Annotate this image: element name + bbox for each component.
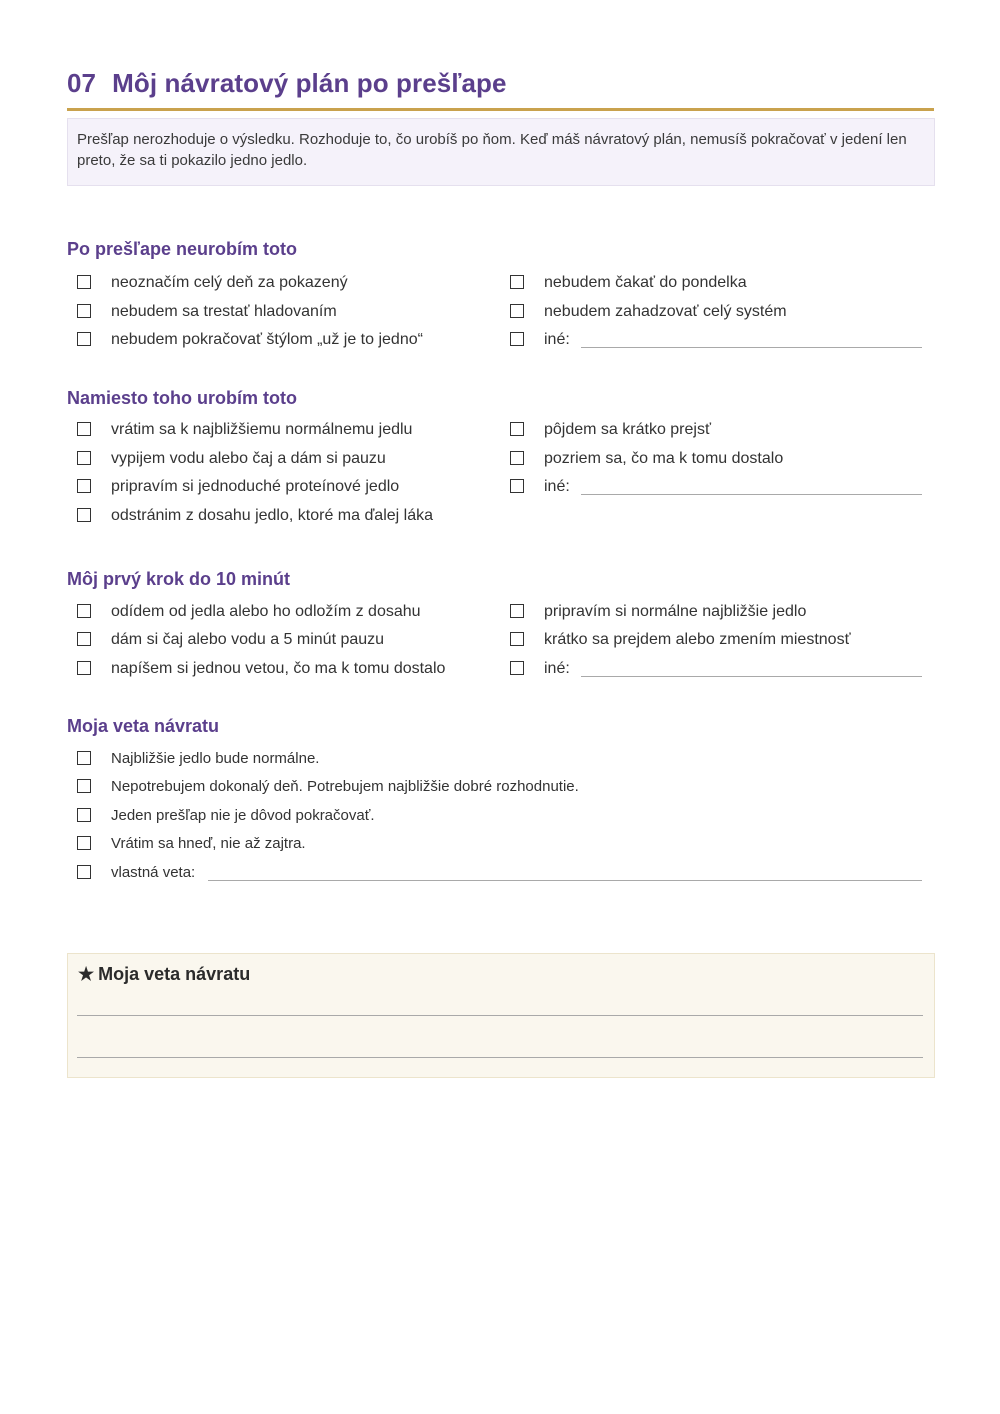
checkbox[interactable] [77,304,91,318]
section-heading-sentence: Moja veta návratu [67,716,220,736]
write-in-line[interactable] [208,880,922,881]
write-in-line[interactable] [77,1015,923,1016]
checkbox-label: Najbližšie jedlo bude normálne. [111,750,320,767]
page-title [67,68,507,99]
checkbox-item[interactable] [510,603,806,621]
checkbox[interactable] [77,451,91,465]
checkbox[interactable] [77,779,91,793]
checkbox[interactable] [77,632,91,646]
title-row [67,66,934,111]
checkbox[interactable] [510,275,524,289]
checkbox-item[interactable] [77,835,306,852]
checkbox-item[interactable] [77,331,423,349]
checkbox-item[interactable] [77,631,384,649]
checkbox-item[interactable] [77,603,421,621]
checkbox[interactable] [77,751,91,765]
checkbox-label: nebudem zahadzovať celý systém [544,303,787,320]
checkbox[interactable] [510,451,524,465]
checkbox[interactable] [77,661,91,675]
checkbox-label: odídem od jedla alebo ho odložím z dosahu [111,603,421,620]
checkbox-label: vlastná veta: [111,864,196,881]
checkbox-item[interactable] [77,303,337,321]
return-box-title [78,964,250,985]
return-box-title-text: Moja veta návratu [98,964,251,984]
checkbox-label: nebudem čakať do pondelka [544,274,747,291]
checkbox-item[interactable] [510,421,711,439]
checkbox-item[interactable] [510,303,787,321]
checkbox[interactable] [77,479,91,493]
section-heading-instead: Namiesto toho urobím toto [67,388,297,408]
title-text: Môj návratový plán po prešľape [112,68,507,98]
checkbox-item[interactable] [510,274,747,292]
checkbox-item[interactable] [77,750,319,767]
checkbox[interactable] [510,661,524,675]
checkbox-label: iné: [544,331,570,348]
checkbox-label: iné: [544,478,570,495]
checkbox-label: vrátim sa k najbližšiemu normálnemu jedlu [111,421,413,438]
checkbox[interactable] [77,808,91,822]
checkbox[interactable] [510,479,524,493]
checkbox[interactable] [510,332,524,346]
checkbox-label: nebudem sa trestať hladovaním [111,303,337,320]
write-in-line[interactable] [581,347,922,348]
section-number: 07 [67,68,97,98]
checkbox-label: Nepotrebujem dokonalý deň. Potrebujem najbližšie dobré rozhodnutie. [111,778,579,795]
intro-box: Prešľap nerozhoduje o výsledku. Rozhoduje to, čo urobíš po ňom. Keď máš návratový plán, nemusíš pokračovať v jedení len preto, že sa ti pokazilo jedno jedlo. [67,118,935,186]
checkbox-label: vypijem vodu alebo čaj a dám si pauzu [111,450,386,467]
section-heading-dont: Po prešľape neurobím toto [67,239,297,259]
checkbox-label: pripravím si normálne najbližšie jedlo [544,603,807,620]
checkbox[interactable] [510,604,524,618]
checkbox-label: odstránim z dosahu jedlo, ktoré ma ďalej láka [111,507,433,524]
checkbox[interactable] [77,836,91,850]
return-sentence-box [67,953,935,1078]
checkbox[interactable] [77,508,91,522]
checkbox[interactable] [77,275,91,289]
checkbox-label: Jeden prešľap nie je dôvod pokračovať. [111,807,375,824]
section-heading-first-step: Môj prvý krok do 10 minút [67,569,291,589]
checkbox[interactable] [77,604,91,618]
checkbox-label: neoznačím celý deň za pokazený [111,274,348,291]
checkbox-label: krátko sa prejdem alebo zmením miestnosť [544,631,851,648]
checkbox-label: dám si čaj alebo vodu a 5 minút pauzu [111,631,385,648]
checkbox-item[interactable] [77,274,348,292]
checkbox[interactable] [510,304,524,318]
checkbox[interactable] [77,865,91,879]
checkbox-item-other[interactable] [510,478,570,496]
checkbox-label: napíšem si jednou vetou, čo ma k tomu dostalo [111,660,446,677]
checkbox-item[interactable] [510,631,851,649]
checkbox-label: pozriem sa, čo ma k tomu dostalo [544,450,784,467]
checkbox-item[interactable] [77,778,579,795]
write-in-line[interactable] [581,676,922,677]
checkbox-label: pripravím si jednoduché proteínové jedlo [111,478,400,495]
checkbox-item[interactable] [77,660,445,678]
checkbox-label: iné: [544,660,570,677]
checkbox-item-own-sentence[interactable] [77,864,195,881]
checkbox-item[interactable] [77,807,375,824]
checkbox-item-other[interactable] [510,331,570,349]
checkbox[interactable] [510,422,524,436]
checkbox-label: Vrátim sa hneď, nie až zajtra. [111,835,306,852]
write-in-line[interactable] [581,494,922,495]
checkbox-label: pôjdem sa krátko prejsť [544,421,711,438]
checkbox-item[interactable] [77,507,433,525]
checkbox-item[interactable] [77,450,386,468]
star-icon: ★ [78,964,95,984]
checkbox-item[interactable] [77,478,399,496]
checkbox[interactable] [77,332,91,346]
checkbox-label: nebudem pokračovať štýlom „už je to jedno“ [111,331,423,348]
checkbox[interactable] [77,422,91,436]
checkbox[interactable] [510,632,524,646]
checkbox-item-other[interactable] [510,660,570,678]
write-in-line[interactable] [77,1057,923,1058]
checkbox-item[interactable] [77,421,412,439]
checkbox-item[interactable] [510,450,783,468]
